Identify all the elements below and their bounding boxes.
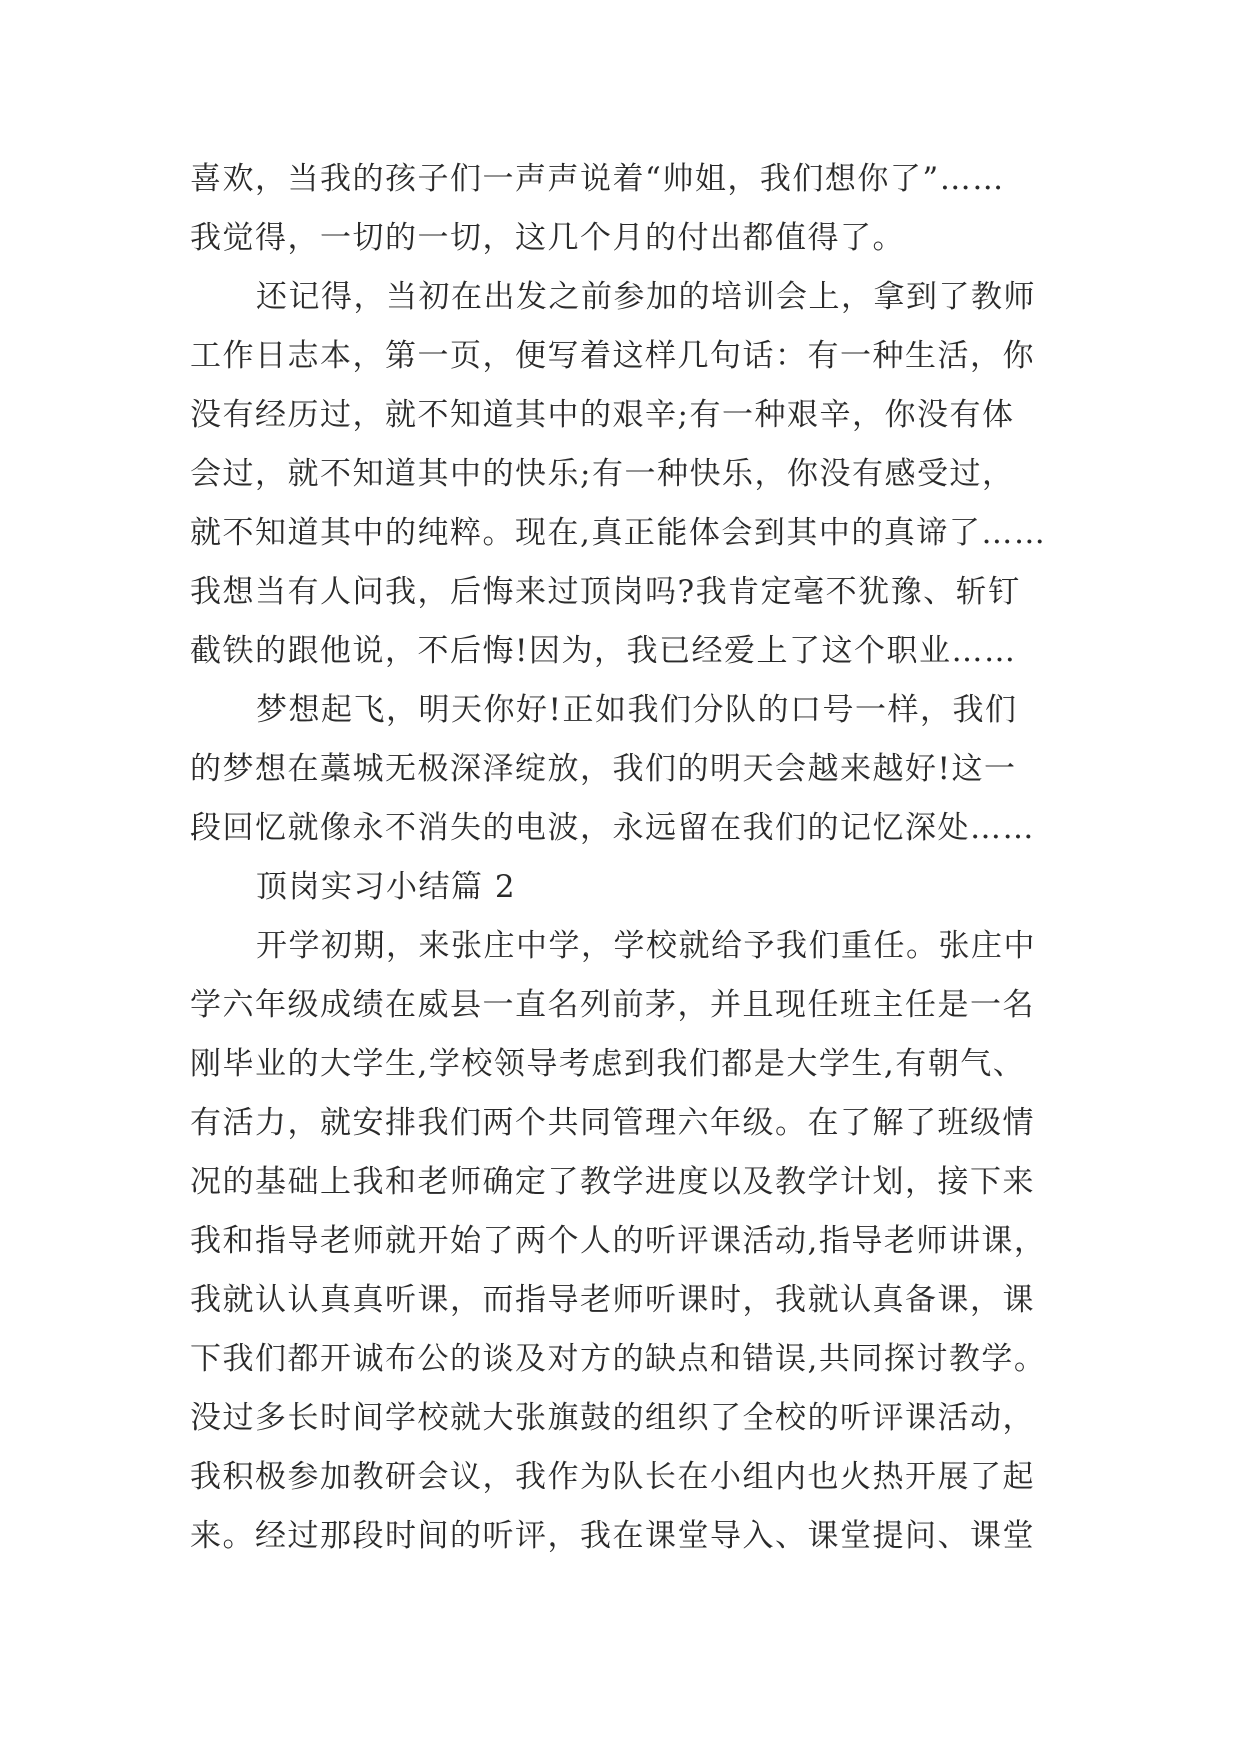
text-line: 我想当有人问我，后悔来过顶岗吗?我肯定毫不犹豫、斩钉: [190, 574, 1021, 610]
text-line: 的梦想在藁城无极深泽绽放，我们的明天会越来越好!这一: [190, 751, 1017, 787]
section-heading: 顶岗实习小结篇 2: [256, 869, 517, 905]
text-line: 工作日志本，第一页，便写着这样几句话：有一种生活，你: [190, 338, 1035, 374]
text-line: 喜欢，当我的孩子们一声声说着“帅姐，我们想你了”……: [190, 161, 1005, 197]
text-line: 会过，就不知道其中的快乐;有一种快乐，你没有感受过，: [190, 456, 1015, 492]
text-line: 没有经历过，就不知道其中的艰辛;有一种艰辛，你没有体: [190, 397, 1015, 433]
paragraph-start-line: 还记得，当初在出发之前参加的培训会上，拿到了教师: [256, 279, 1036, 315]
text-line: 我和指导老师就开始了两个人的听评课活动,指导老师讲课，: [190, 1223, 1047, 1259]
text-line: 我觉得，一切的一切，这几个月的付出都值得了。: [190, 220, 905, 256]
paragraph-start-line: 梦想起飞，明天你好!正如我们分队的口号一样，我们: [256, 692, 1018, 728]
paragraph-start-line: 开学初期，来张庄中学，学校就给予我们重任。张庄中: [256, 928, 1036, 964]
text-line: 截铁的跟他说，不后悔!因为，我已经爱上了这个职业……: [190, 633, 1017, 669]
text-line: 我积极参加教研会议，我作为队长在小组内也火热开展了起: [190, 1459, 1035, 1495]
text-line: 我就认认真真听课，而指导老师听课时，我就认真备课，课: [190, 1282, 1035, 1318]
text-line: 来。经过那段时间的听评，我在课堂导入、课堂提问、课堂: [190, 1518, 1035, 1554]
text-line: 况的基础上我和老师确定了教学进度以及教学计划，接下来: [190, 1164, 1035, 1200]
text-line: 就不知道其中的纯粹。现在,真正能体会到其中的真谛了……: [190, 515, 1047, 551]
text-line: 没过多长时间学校就大张旗鼓的组织了全校的听评课活动，: [190, 1400, 1035, 1436]
text-line: 学六年级成绩在威县一直名列前茅，并且现任班主任是一名: [190, 987, 1035, 1023]
document-body: [190, 150, 1060, 1566]
text-line: 段回忆就像永不消失的电波，永远留在我们的记忆深处……: [190, 810, 1035, 846]
text-line: 刚毕业的大学生,学校领导考虑到我们都是大学生,有朝气、: [190, 1046, 1026, 1082]
text-line: 下我们都开诚布公的谈及对方的缺点和错误,共同探讨教学。: [190, 1341, 1047, 1377]
text-line: 有活力，就安排我们两个共同管理六年级。在了解了班级情: [190, 1105, 1035, 1141]
